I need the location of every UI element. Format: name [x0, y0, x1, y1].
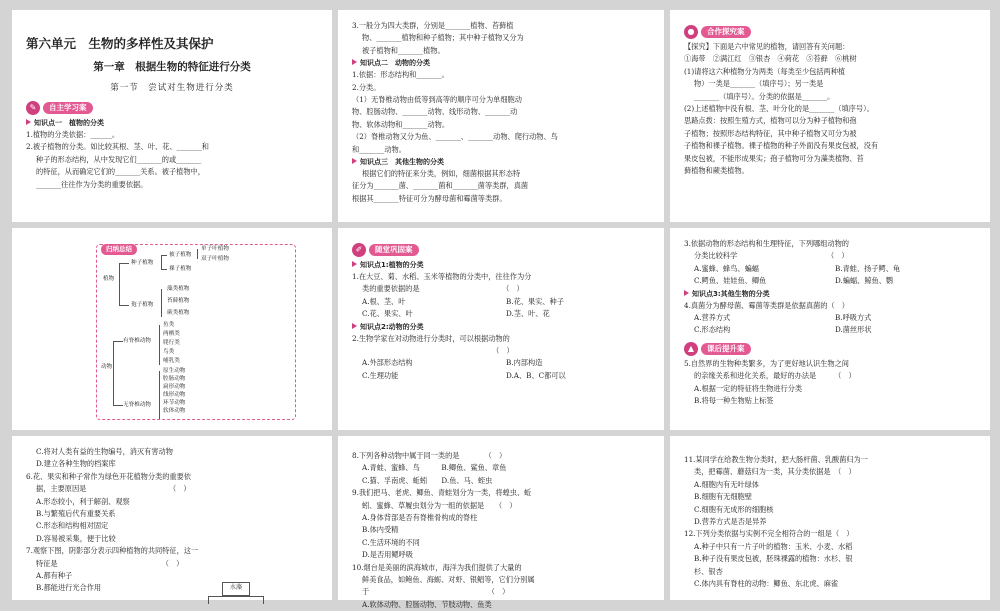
- tree-node: 苔藓植物: [167, 298, 190, 304]
- option: C.鳄鱼、娃娃鱼、鲫鱼: [694, 276, 767, 286]
- question-line: 类，把霉菌、蘑菇归为一类，其分类依据是 （ ）: [694, 467, 856, 477]
- text-line: ①海带 ②满江红 ③银杏 ④荷花 ⑤苔藓 ⑥桃树: [684, 54, 857, 64]
- question-line: 2.生物学家在对动物进行分类时，可以根据动物的: [352, 333, 510, 343]
- section-title: 第一节 尝试对生物进行分类: [110, 83, 234, 93]
- option: A.根、茎、叶: [362, 296, 406, 306]
- question-line: 分类比较科学 （ ）: [694, 251, 849, 261]
- hint-line: 果皮包被，不能形成果实；孢子植物可分为藻类植物、苔: [684, 153, 864, 163]
- text-line: C.将对人类有益的生物编号，消灭有害动物: [36, 447, 173, 456]
- options: [352, 357, 650, 382]
- tree-node: 藻类植物: [167, 286, 190, 292]
- question-line: （ ）: [352, 346, 514, 356]
- options: [352, 296, 650, 321]
- text-line: 1.依据：形态结构和_______。: [352, 70, 449, 80]
- tree-node-animal: 动物: [101, 364, 113, 370]
- pencil-icon: ✐: [352, 243, 366, 257]
- option: C.花、果实、叶: [362, 309, 413, 319]
- question-line: A.根据一定的特征将生物进行分类: [694, 383, 803, 393]
- tree-node: 腔肠动物: [163, 376, 186, 382]
- option: C.形态结构: [694, 325, 731, 335]
- option: A.营养方式: [694, 313, 731, 323]
- question-line: 4.真菌分为酵母菌、霉菌等类群是依据真菌的（ ）: [684, 300, 849, 310]
- question-line: A.种子中只有一片子叶的植物：玉米、小麦、水稻: [694, 541, 853, 551]
- tree-node: 原生动物: [163, 368, 186, 374]
- text-line: 6.花、果实和种子常作为绿色开花植物分类的重要依: [26, 471, 191, 481]
- knowledge-point-heading: 知识点二 动物的分类: [352, 57, 650, 69]
- tree-node: 环节动物: [163, 400, 186, 406]
- option: D.蝙蝠、鲸鱼、鹦: [835, 276, 894, 286]
- option: D.A、B、C都可以: [506, 370, 566, 380]
- knowledge-point-heading: 知识点2:动物的分类: [352, 321, 650, 333]
- question-line: B.种子没有果皮包被，胚珠裸露的植物：水杉、银: [694, 554, 853, 564]
- cooperative-inquiry-banner: ● 合作探究案: [684, 25, 751, 39]
- page-2: [338, 10, 664, 222]
- tree-node: 两栖类: [163, 331, 180, 337]
- tree-node: 鱼类: [163, 322, 175, 328]
- option: D.菌丝形状: [835, 325, 872, 335]
- option: C.生理功能: [362, 370, 399, 380]
- knowledge-point-heading: 知识点3:其他生物的分类: [684, 288, 976, 300]
- tree-node: 蕨类植物: [167, 310, 190, 316]
- text-line: 种子的形态结构，从中发现它们_______的或_______: [36, 154, 202, 164]
- question-line: A.软体动物、腔肠动物、节肢动物、鱼类: [362, 599, 492, 609]
- options: [684, 263, 976, 288]
- text-line: B.与繁殖后代有重要关系: [36, 509, 116, 519]
- tree-node: 裸子植物: [169, 266, 192, 272]
- text-line: 2.被子植物的分类。如比较其根、茎、叶、花、_______和: [26, 142, 209, 152]
- question-line: 杉、银杏: [694, 566, 723, 576]
- text-line: 2.分类。: [352, 82, 381, 92]
- text-line: A.形态较小，利于解剖、观察: [36, 496, 130, 506]
- page-7: [12, 436, 332, 600]
- question-line: C.细胞有无成形的细胞核: [694, 504, 774, 514]
- question-line: 9.我们把马、老虎、鲫鱼、青蛙划分为一类，将蝗虫、蚯: [352, 488, 532, 498]
- question-line: 蚓、蜜蜂、草履虫划分为一组的依据是 （ ）: [362, 500, 517, 510]
- text-line: 物）一类是_______（填序号）；另一类是: [694, 79, 824, 89]
- option: A.外部形态结构: [362, 358, 413, 368]
- text-line: 【探究】下面是六中常见的植物，请回答有关问题：: [684, 42, 850, 51]
- text-line: 征分为_______菌、_______菌和_______菌等类群，真菌: [352, 181, 529, 191]
- tree-node: 爬行类: [163, 340, 180, 346]
- question-line: 12.下列分类依据与实例不完全相符合的一组是（ ）: [684, 529, 854, 539]
- hint-line: 子植物；按照形态结构特征，其中种子植物又可分为被: [684, 128, 857, 138]
- question-line: 1.在大豆、菊、水稻、玉米等植物的分类中，往往作为分: [352, 272, 532, 281]
- question-line: 类的重要依据的是 （ ）: [362, 284, 524, 294]
- consolidation-banner: ✐ 随堂巩固案: [352, 243, 419, 257]
- question-line: 的亲缘关系和进化关系，最好的办法是 （ ）: [694, 371, 856, 381]
- text-line: 物、_______植物和种子植物；其中种子植物又分为: [362, 33, 524, 43]
- text-line: 7.观察下图，阴影部分表示四种植物的共同特征，这一: [26, 546, 199, 556]
- question-line: 3.依据动物的形态结构和生理特征，下列哪组动物的: [684, 239, 849, 248]
- page-6: [670, 228, 990, 430]
- knowledge-point-heading: 知识点三 其他生物的分类: [352, 156, 650, 168]
- question-line: 10.烟台是美丽的滨海城市，海洋为我们提供了大量的: [352, 562, 522, 572]
- question-line: A.青蛙、蜜蜂、鸟 B.鲫鱼、鲨鱼、章鱼: [362, 463, 507, 473]
- page-8: [338, 436, 664, 609]
- text-line: 物、腔肠动物、_______动物、线形动物、_______动: [352, 107, 518, 117]
- tree-node: 种子植物: [131, 260, 154, 266]
- option: A.蜜蜂、蜂鸟、蝙蝠: [694, 263, 759, 273]
- text-line: A.都有种子: [36, 571, 73, 581]
- tree-node: 鸟类: [163, 349, 175, 355]
- question-line: A.细胞内有无叶绿体: [694, 479, 759, 489]
- unit-title: 第六单元 生物的多样性及其保护: [26, 36, 214, 51]
- classification-tree: [96, 244, 296, 420]
- question-line: 鲜美食品，如鲍鱼、海蛎、对虾、银鲳等，它们分别属: [362, 575, 535, 585]
- tree-node: 孢子植物: [131, 302, 154, 308]
- after-class-banner: ▲ 课后提升案: [684, 342, 751, 356]
- text-line: （2）脊椎动物又分为鱼、_______、_______动物、爬行动物、鸟: [352, 132, 558, 142]
- chapter-title: 第一章 根据生物的特征进行分类: [93, 61, 251, 73]
- option: B.呼吸方式: [835, 313, 872, 323]
- options: [684, 312, 976, 337]
- question-line: C.猫、孚南虎、蚯蚓 D.鱼、马、蛭虫: [362, 475, 493, 485]
- text-line: 据，主要原因是 （ ）: [36, 484, 191, 494]
- text-line: D.容易被采集，便于比较: [36, 533, 116, 543]
- tree-node: 被子植物: [169, 252, 192, 258]
- option: B.青蛙、扬子鳄、龟: [835, 263, 901, 273]
- rocket-icon: ▲: [684, 342, 698, 356]
- question-line: A.身体背部是否有脊椎骨构成的脊柱: [362, 513, 478, 523]
- option: B.内部构造: [506, 358, 543, 368]
- knowledge-point-heading: 知识点1:植物的分类: [352, 259, 650, 271]
- page-9: [670, 436, 990, 600]
- hint-line: 子植物和裸子植物。裸子植物的种子外面没有果皮包被，没有: [684, 141, 879, 151]
- text-line: 被子植物和_______植物。: [362, 45, 445, 55]
- venn-figure: [208, 596, 264, 604]
- text-line: C.形态和结构相对固定: [36, 521, 109, 531]
- question-line: B.体内受精: [362, 525, 399, 535]
- option: B.花、果实、种子: [506, 296, 564, 306]
- hint-line: 思路点拨：按照生殖方式，植物可以分为种子植物和孢: [684, 116, 857, 126]
- text-line: 1.植物的分类依据：______。: [26, 130, 120, 139]
- text-line: 3.一般分为四大类群，分别是_______植物、苔藓植: [352, 21, 514, 30]
- tree-node: 软体动物: [163, 408, 186, 414]
- text-line: 和_______动物。: [352, 144, 406, 154]
- question-line: B.将每一种生物贴上标签: [694, 396, 774, 406]
- question-line: 于 （ ）: [362, 587, 510, 597]
- text-line: 根据它们的特征来分类，例如，细菌根据其形态特: [362, 169, 521, 179]
- option: D.茎、叶、花: [506, 309, 550, 319]
- tree-node-plant: 植物: [103, 276, 115, 282]
- group-icon: ●: [684, 25, 698, 39]
- self-study-banner: ✎ 自主学习案: [26, 101, 93, 115]
- question-line: B.细胞有无细胞壁: [694, 492, 752, 502]
- tree-node: 无脊椎动物: [123, 402, 151, 408]
- question-line: 5.自然界的生物种类繁多，为了更好地认识生物之间: [684, 358, 849, 368]
- text-line: _______（填序号）。分类的依据是_______。: [694, 91, 835, 101]
- tree-node: 单子叶植物: [201, 246, 229, 252]
- text-line: （1）无脊椎动物由低等到高等的顺序可分为单细胞动: [352, 95, 522, 105]
- text-line: B.都能进行光合作用: [36, 583, 102, 593]
- book-icon: ✎: [26, 101, 40, 115]
- page-4: [12, 228, 332, 430]
- question-line: 11.某同学在给教生物分类时，把大肠杆菌、乳酸菌归为一: [684, 455, 868, 464]
- text-line: (2)上述植物中没有根、茎、叶分化的是_______（填序号）。: [684, 104, 874, 114]
- venn-figure-label: 水藻: [222, 582, 250, 596]
- text-line: 根据其_______特征可分为酵母菌和霉菌等类群。: [352, 193, 507, 203]
- hint-line: 藓植物和蕨类植物。: [684, 166, 749, 176]
- question-line: C.体内具有脊柱的动物：鲫鱼、东北虎、麻雀: [694, 579, 839, 589]
- text-line: D.建立各种生物的档案库: [36, 459, 116, 469]
- tree-node: 线形动物: [163, 392, 186, 398]
- tree-node: 扁形动物: [163, 384, 186, 390]
- page-5: [338, 228, 664, 430]
- text-line: 特征是 （ ）: [36, 558, 184, 568]
- summary-tag: 归纳总结: [101, 244, 137, 255]
- page-1: [12, 10, 332, 222]
- text-line: (1)请将这六种植物分为两类（每类至少包括两种植: [684, 66, 846, 76]
- question-line: D.是否用鳃呼吸: [362, 550, 413, 560]
- tree-node: 有脊椎动物: [123, 338, 151, 344]
- text-line: 的特征，从而确定它们的_______关系。被子植物中，: [36, 167, 205, 177]
- page-3: [670, 10, 990, 222]
- text-line: _______往往作为分类的重要依据。: [36, 179, 148, 189]
- question-line: C.生活环境的不同: [362, 537, 420, 547]
- question-line: D.营养方式是否是异养: [694, 517, 767, 527]
- text-line: 物、软体动物和_______动物。: [352, 119, 450, 129]
- knowledge-point-heading: 知识点一 植物的分类: [26, 117, 318, 129]
- tree-node: 双子叶植物: [201, 256, 229, 262]
- question-line: 8.下列各种动物中属于同一类的是 （ ）: [352, 451, 507, 460]
- tree-node: 哺乳类: [163, 358, 180, 364]
